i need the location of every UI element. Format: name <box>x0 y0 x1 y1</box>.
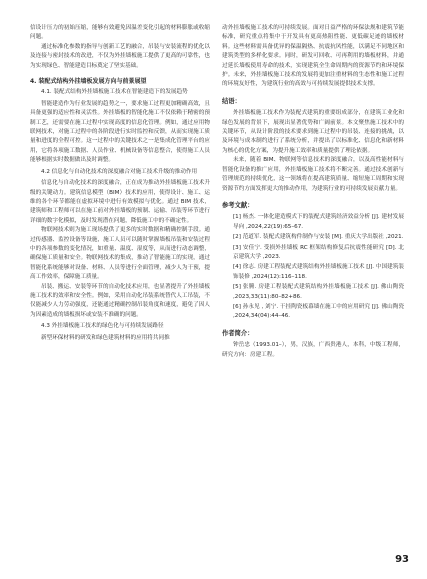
reference-item: [2] 范道军. 装配式建筑构件制作与安装 [M]. 重庆大学出版社 ,2021. <box>233 234 404 241</box>
section-4-2-paragraph-3: 吊装、搬运、安装等环节的自动化技术应用，也显著提升了外挂墙板施工技术的效率和安全性。例如，采用自动化吊装系统替代人工吊装，不仅能减少人力劳动强度，还能通过精确控制吊装角度和速度，避免了因人为因素造成的墙板损坏或安装不准确的问题。 <box>30 283 210 318</box>
references-list <box>222 213 404 321</box>
section-heading: 4. 装配式结构外挂墙板发展方向与前景展望 <box>30 78 147 86</box>
right-column <box>222 24 404 360</box>
intro-paragraph-2: 通过标准化参数的指导与创新工艺的融合，吊装与安装流程的优化以及连接与密封技术的改进，不仅为外挂墙板施工提供了更高的可靠性，也为实现绿色、智能建造目标奠定了坚实基础。 <box>30 43 210 69</box>
left-column <box>30 24 210 343</box>
author-heading: 作者简介： <box>222 329 254 337</box>
subsection-heading-4-3: 4.3 外挂墙板施工技术的绿色化与可持续发展路径 <box>41 323 164 330</box>
reference-item: [3] 安佳宁. 受损外挂墙板 RC 框架结构修复后抗震性能研究 [D]. 北京建筑大学 ,2023. <box>233 244 404 260</box>
section-4-3-paragraph: 新型环保材料的研发和绿色建筑材料的应用将共同推 <box>41 334 170 341</box>
conclusion-heading: 结语： <box>222 97 241 105</box>
subsection-heading-4-2: 4.2 信息化与自动化技术的深度融合对施工技术升级的推动作用 <box>41 168 198 175</box>
reference-item: [4] 徐志. 房建工程装配式建筑结构外挂墙板施工技术 [J]. 中国建筑装饰装修 ,2024(12):116–118. <box>233 264 404 280</box>
section-4-2-paragraph-1: 信息化与自动化技术的深度融合，正在成为推动外挂墙板施工技术升级的关键动力。建筑信息模型（BIM）技术的应用，使得设计、施工、运维的各个环节都能在虚拟环境中进行有效模拟与优化。通过 BIM 技术，建筑师和工程师可以在施工前对外挂墙板的预制、运输、吊装等环节进行详细的数字化模拟，及时发现潜在问题，降低施工中的不确定性。 <box>30 180 210 224</box>
references-heading: 参考文献： <box>222 201 254 209</box>
page-number: 93 <box>395 554 409 565</box>
author-bio: 钟岳忠（1993.01–），男，汉族，广西贵港人，本科，中级工程师，研究方向：房建工程。 <box>222 342 404 358</box>
conclusion-paragraph-1: 外挂墙板施工技术作为装配式建筑的重要组成部分，在建筑工业化和绿色发展的背景下，展现出显著优势和广阔前景。本文聚焦施工技术中的关键环节，从设计阶段的技术要求到施工过程中的吊装、连接的挑战，以及环境与成本制约进行了系统分析，并提出了以标准化、信息化和新材料为核心的优化方案，为提升施工效率和质量提供了理论依据。 <box>222 110 404 154</box>
reference-item: [6] 孙永见 , 刘宁. 干挂陶瓷板幕墙在施工中的应用研究 [J]. 佛山陶瓷 ,2024,34(04):44–46. <box>233 303 404 320</box>
section-4-1-paragraph: 智能建造作为行业发展的趋势之一，要求施工过程更加精确高效，且具备更强的适应性和灵活性。外挂墙板的智能化施工不仅依赖于精密的预制工艺，还需要在施工过程中实现高度的信息化管理。例如，通过应用物联网技术，对施工过程中的各阶段进行实时监控和反馈，从而实现施工质量和进度的全程可控。这一过程中的关键技术之一是集成化管理平台的应用，它将各项施工数据、人员作业、机械设备等信息整合，使得施工人员能够根据实时数据做出及时调整。 <box>30 100 210 164</box>
reference-item: [1] 杨杰. 一体化建造模式下的装配式建筑经济效益分析 [J]. 建材发展导向 ,2024,22(19):65–67. <box>233 214 404 230</box>
continuation-paragraph: 动外挂墙板施工技术的可持续发展。面对日益严格的环保法规和建筑节能标准，研究重点将集中于开发具有更高热阻性能、更低碳足迹的墙板材料。这些材料需具备优异的保温隔热、抗震抗风性能，以满足不同地区和建筑类型的多样化要求。同时，研发可回收、可再利用的墙板材料，并通过延长墙板使用寿命的技术，实现建筑全生命周期内的资源节约和环境保护。未来，外挂墙板施工技术的发展将更加注重材料的生态性和施工过程的环境友好性，为建筑行业的高效与可持续发展提供技术支撑。 <box>222 25 404 88</box>
subsection-heading-4-1: 4.1. 装配式结构外挂墙板施工技术在智能建造下的发展趋势 <box>41 89 188 96</box>
conclusion-paragraph-2: 未来，随着 BIM、物联网等信息技术的深度融合，以及高性能材料与智能化设备的推广应用，外挂墙板施工技术将不断完善。通过技术创新与管理规范的持续优化，这一领域将在提高建筑质量、缩短施工周期和实现资源节约方面发挥更大的推动作用，为建筑行业的可持续发展贡献力量。 <box>222 157 404 192</box>
section-4-2-paragraph-2: 物联网技术则为施工现场提供了更多的实时数据和精确控制手段。通过传感器、监控设备等设施，施工人员可以随时掌握墙板吊装和安装过程中的各项参数的变化情况，如重量、温度、湿度等，从而进行动态调整，确保施工质量和安全。物联网技术的集成，推动了智能施工的实现，通过智能化系统能够对设备、材料、人员等进行全面管理，减少人为干预，提高工作效率，保障施工质量。 <box>30 227 210 281</box>
intro-paragraph-1: 信设计压力的初始压缩，能够有效避免因温差变化引起的材料膨胀或收缩问题。 <box>30 25 210 41</box>
reference-item: [5] 张腾. 房建工程装配式建筑结构外挂墙板施工技术 [J]. 佛山陶瓷 ,2023,33(11):80–82+86. <box>233 284 404 300</box>
